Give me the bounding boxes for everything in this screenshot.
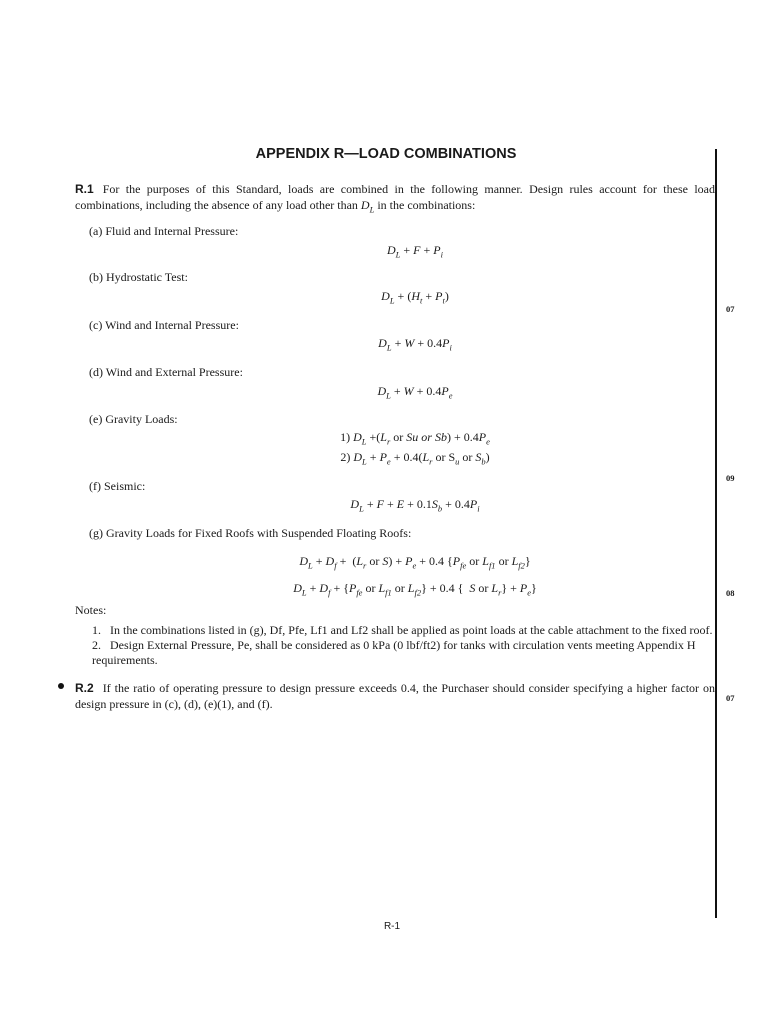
revision-bar [715, 149, 717, 918]
paragraph-r2: R.2 If the ratio of operating pressure to design pressure exceeds 0.4, the Purchaser should consider specifying a higher factor on design pressure in (c), (d), (e)(1), and (f). [75, 681, 715, 711]
item-b-label: (b) Hydrostatic Test: [89, 270, 188, 284]
page-title: APPENDIX R—LOAD COMBINATIONS [255, 146, 517, 162]
equation-e1: 1) $D_L +(L_r$ or Su or $Sb) + 0.4P_e$ [340, 430, 490, 447]
section-number: R.1 [75, 182, 94, 196]
revision-mark: 07 [726, 693, 735, 703]
revision-mark: 08 [726, 588, 735, 598]
revision-mark: 09 [726, 473, 735, 483]
item-d-label: (d) Wind and External Pressure: [89, 365, 243, 379]
section-number: R.2 [75, 681, 94, 695]
equation-g2: $D_L + D_f + \{P_{fe}$ or $L_{f1}$ or $L_{f2}\} + 0.4$ { S or $L_r\} + P_e$} [293, 581, 537, 598]
change-bullet-icon [58, 683, 64, 689]
equation-d: $D_L + W + 0.4P_e$ [377, 384, 453, 401]
page-number: R-1 [383, 921, 401, 932]
paragraph-r1: R.1 For the purposes of this Standard, loads are combined in the following manner. Design rules account for these load combinations, including the absence of any load other than $D_L$ in the combinations: [75, 182, 715, 215]
item-a-label: (a) Fluid and Internal Pressure: [89, 224, 239, 238]
item-g-label: (g) Gravity Loads for Fixed Roofs with Suspended Floating Roofs: [89, 526, 412, 540]
equation-e2: 2) $D_L + P_e + 0.4(L_r$ or $S_u$ or $S_b$) [340, 450, 490, 467]
item-e-label: (e) Gravity Loads: [89, 412, 178, 426]
note-1: 1. In the combinations listed in (g), Df, Pfe, Lf1 and Lf2 shall be applied as point loads at the cable attachment to the fixed roof. [92, 623, 713, 637]
item-f-label: (f) Seismic: [89, 479, 146, 493]
equation-g1: $D_L + D_f + (L_r$ or $S) + P_e + 0.4$ {$P_{fe}$ or $L_{f1}$ or $L_{f2}$} [299, 554, 531, 571]
equation-f: $D_L + F + E + 0.1S_b + 0.4P_i$ [350, 497, 480, 514]
equation-c: $D_L + W + 0.4P_i$ [378, 336, 452, 353]
equation-b: $D_L + (H_t + P_t)$ [381, 289, 449, 306]
notes-heading: Notes: [75, 603, 107, 617]
note-2: 2. Design External Pressure, Pe, shall be considered as 0 kPa (0 lbf/ft2) for tanks with circulation vents meeting Appendix H requirements. [92, 638, 696, 667]
revision-mark: 07 [726, 304, 735, 314]
item-c-label: (c) Wind and Internal Pressure: [89, 318, 239, 332]
equation-a: $D_L + F + P_i$ [386, 243, 444, 260]
